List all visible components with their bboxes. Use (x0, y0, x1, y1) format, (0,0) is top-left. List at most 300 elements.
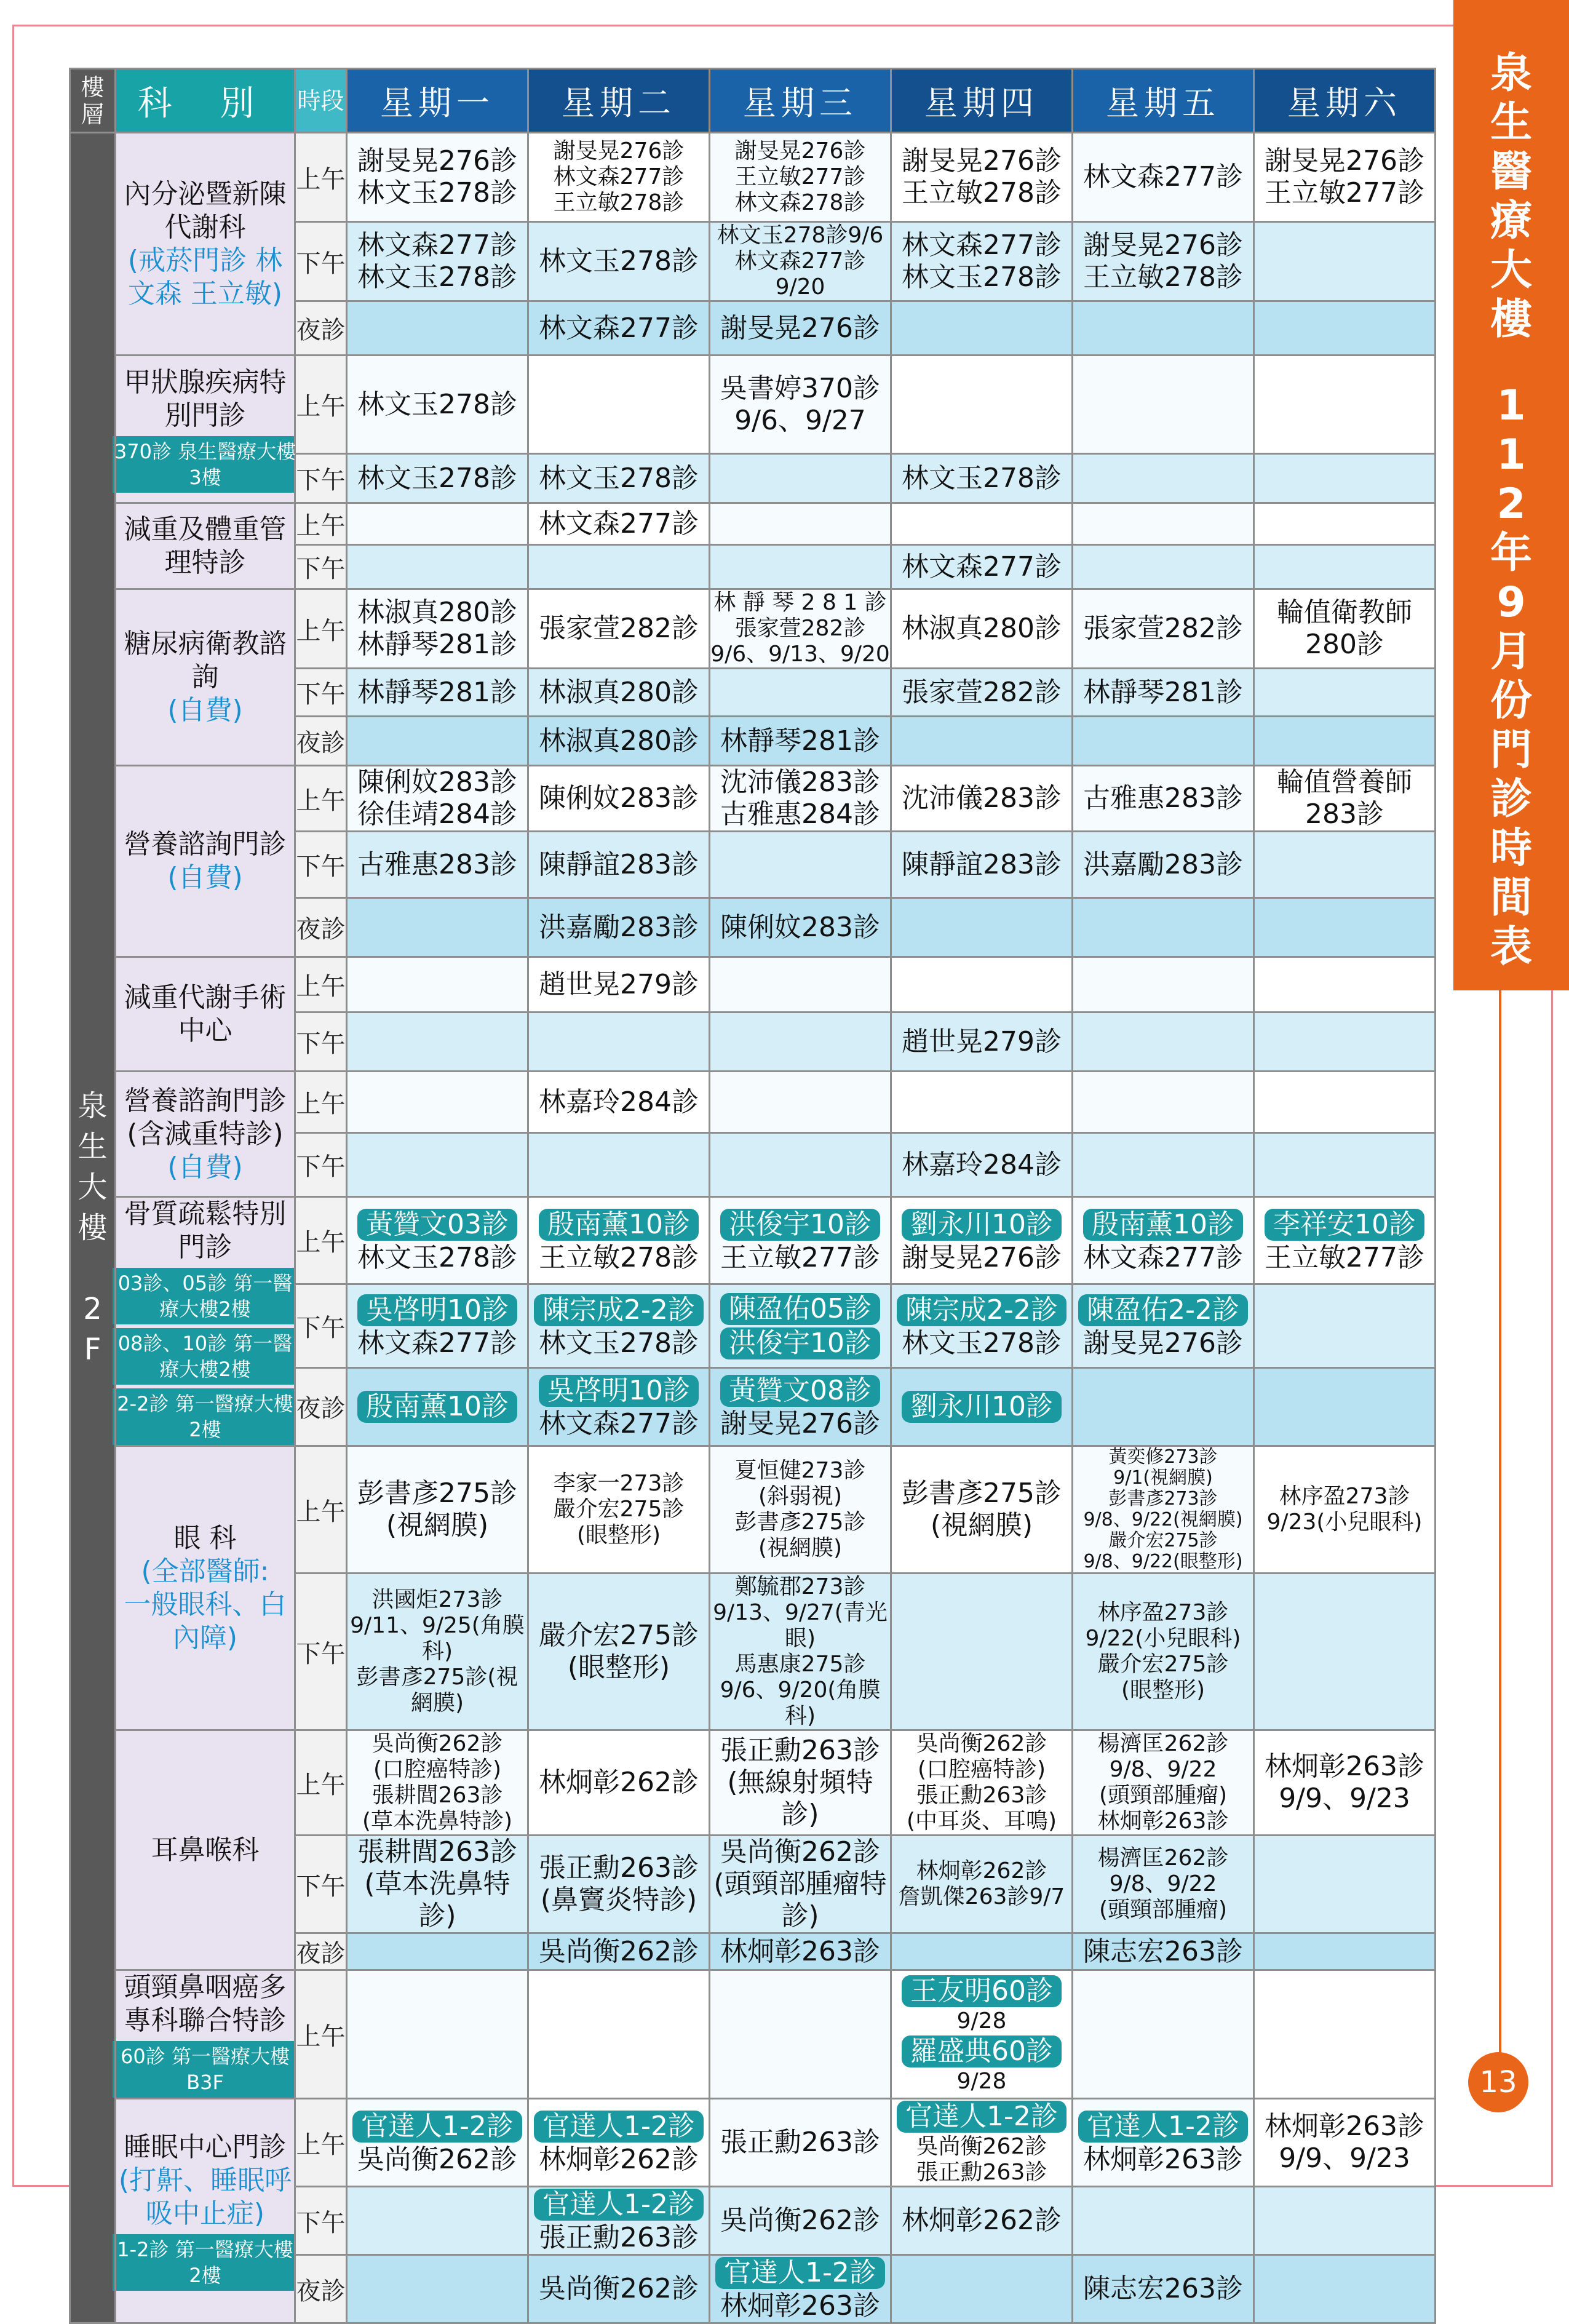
schedule-cell (710, 589, 891, 669)
schedule-cell (1254, 1446, 1436, 1574)
header-day-thu: 星期四 (891, 69, 1073, 133)
doctor-entry: 吳尚衡262診 (539, 2273, 699, 2304)
doctor-entry: 林文森277診 (1083, 161, 1243, 193)
schedule-cell (347, 957, 528, 1013)
department-cell (116, 1970, 295, 2099)
doctor-entry: 林文森277診 (1083, 1241, 1243, 1273)
schedule-cell (347, 454, 528, 503)
doctor-entry: (斜弱視) (758, 1484, 843, 1509)
doctor-entry: 謝旻晃276診 (1265, 145, 1424, 177)
doctor-entry (892, 1208, 1071, 1242)
schedule-cell (1073, 1836, 1254, 1933)
doctor-entry: 林文森277診 (539, 507, 699, 539)
time-slot: 夜診 (295, 898, 347, 957)
doctor-entry: 張家萱282診 (539, 613, 699, 644)
schedule-cell (1073, 503, 1254, 545)
schedule-cell (1073, 1367, 1254, 1446)
header-row (70, 69, 1436, 133)
doctor-entry: 張正勳263診 (916, 2160, 1047, 2185)
schedule-cell (347, 1836, 528, 1933)
highlight-badge: 吳啓明10診 (539, 1375, 699, 1407)
schedule-cell (891, 2099, 1073, 2187)
schedule-cell (710, 1197, 891, 1284)
schedule-cell (891, 1836, 1073, 1933)
schedule-row (70, 356, 1436, 454)
schedule-cell (1073, 545, 1254, 589)
department-name: 減重及體重管理特診 (124, 513, 287, 578)
schedule-cell (1073, 1730, 1254, 1836)
doctor-entry: 楊濟匡262診9/8、9/22 (1097, 1731, 1229, 1782)
schedule-cell (347, 832, 528, 898)
schedule-cell (710, 1730, 891, 1836)
doctor-entry: 王立敏278診 (539, 1241, 699, 1273)
doctor-entry: 林文玉278診 (357, 1241, 517, 1273)
doctor-entry: 謝旻晃276診 (553, 138, 685, 164)
schedule-cell (891, 1367, 1073, 1446)
doctor-entry: 陳志宏263診 (1083, 2273, 1243, 2304)
highlight-badge: 官達人1-2診 (715, 2257, 885, 2289)
doctor-entry: 吳尚衡262診 (371, 1731, 503, 1756)
doctor-entry: 吳尚衡262診 (720, 2205, 880, 2236)
schedule-cell (891, 1013, 1073, 1072)
schedule-cell (1254, 2187, 1436, 2255)
department-note: (自費) (167, 862, 243, 893)
doctor-entry: 古雅惠283診 (357, 848, 517, 880)
department-cell (116, 1730, 295, 1970)
doctor-entry: (頭頸部腫瘤) (1098, 1897, 1228, 1922)
doctor-entry: 洪國炬273診 (371, 1587, 503, 1612)
time-slot: 上午 (295, 133, 347, 222)
schedule-cell (710, 1072, 891, 1133)
doctor-entry: 9/1(視網膜) (1113, 1467, 1213, 1489)
doctor-entry: 林炯彰263診 (1265, 1751, 1424, 1782)
schedule-cell (710, 503, 891, 545)
schedule-cell (1073, 957, 1254, 1013)
doctor-entry (892, 2099, 1071, 2134)
schedule-cell (347, 133, 528, 222)
schedule-cell (528, 898, 710, 957)
schedule-cell (528, 1072, 710, 1133)
doctor-entry: 王立敏278診 (553, 190, 685, 215)
doctor-entry: 林文森277診 (553, 164, 685, 189)
schedule-cell (528, 589, 710, 669)
schedule-cell (528, 301, 710, 356)
doctor-entry: 9/22(小兒眼科) (1085, 1626, 1241, 1651)
doctor-entry: 張正勳263診 (916, 1783, 1047, 1808)
schedule-cell (528, 1367, 710, 1446)
department-note: (自費) (167, 1151, 243, 1183)
doctor-entry: 林淑真280診 (357, 597, 517, 628)
schedule-cell (710, 957, 891, 1013)
schedule-cell (1073, 356, 1254, 454)
schedule-cell (1254, 669, 1436, 717)
time-slot: 夜診 (295, 717, 347, 766)
schedule-cell (891, 2255, 1073, 2323)
schedule-table (69, 68, 1436, 2324)
doctor-entry: (視網膜) (758, 1535, 843, 1561)
schedule-cell (347, 301, 528, 356)
doctor-entry: (口腔癌特診) (373, 1757, 502, 1782)
doctor-entry (1073, 1293, 1253, 1327)
doctor-entry: 林文玉278診 (902, 1327, 1062, 1359)
schedule-cell (1254, 2255, 1436, 2323)
doctor-entry: 吳尚衡262診 (916, 2134, 1047, 2159)
time-slot: 下午 (295, 1836, 347, 1933)
doctor-entry: 羅盛典60診9/28 (892, 2034, 1071, 2095)
schedule-cell (1254, 1072, 1436, 1133)
schedule-cell (891, 545, 1073, 589)
schedule-cell (528, 222, 710, 301)
schedule-cell (1254, 1836, 1436, 1933)
doctor-entry (529, 2187, 709, 2222)
doctor-entry: 輪值營養師283診 (1277, 766, 1412, 830)
schedule-cell (1073, 1284, 1254, 1368)
schedule-cell (1254, 1367, 1436, 1446)
doctor-entry: 王立敏278診 (1083, 261, 1243, 293)
doctor-entry: 林炯彰262診 (539, 2144, 699, 2175)
department-cell (116, 133, 295, 356)
doctor-entry: 謝旻晃276診 (720, 1407, 880, 1439)
page-number: 13 (1468, 2052, 1528, 2112)
schedule-cell (1073, 2187, 1254, 2255)
schedule-cell (1073, 1133, 1254, 1197)
doctor-entry: 9/13、9/27(青光眼) (713, 1600, 888, 1651)
schedule-cell (710, 717, 891, 766)
schedule-cell (1254, 1730, 1436, 1836)
highlight-badge: 官達人1-2診 (897, 2101, 1067, 2133)
schedule-cell (710, 545, 891, 589)
highlight-badge: 李祥安10診 (1265, 1209, 1424, 1241)
doctor-entry: 陳靜誼283診 (902, 848, 1062, 880)
doctor-entry: 沈沛儀283診 (720, 766, 880, 798)
doctor-entry: 謝旻晃276診 (1083, 1327, 1243, 1359)
schedule-cell (1254, 356, 1436, 454)
schedule-cell (891, 454, 1073, 503)
schedule-cell (1254, 133, 1436, 222)
department-note: (打鼾、睡眠呼吸中止症) (118, 2165, 292, 2229)
highlight-badge: 官達人1-2診 (534, 2111, 704, 2143)
schedule-cell (1254, 717, 1436, 766)
schedule-cell (347, 766, 528, 832)
department-note: (自費) (167, 694, 243, 726)
schedule-cell (347, 503, 528, 545)
highlight-badge: 黃贊文08診 (720, 1375, 880, 1407)
department-cell (116, 957, 295, 1072)
doctor-entry: 吳尚衡262診 (357, 2144, 517, 2175)
time-slot: 下午 (295, 2187, 347, 2255)
doctor-entry: (眼整形) (1121, 1677, 1206, 1703)
schedule-cell (347, 2187, 528, 2255)
doctor-entry: 洪嘉勵283診 (539, 911, 699, 943)
schedule-cell (1254, 454, 1436, 503)
doctor-entry: 彭書彥273診 (1108, 1488, 1218, 1510)
schedule-cell (1073, 1197, 1254, 1284)
doctor-entry: 嚴介宏275診 (1108, 1530, 1218, 1551)
schedule-cell (710, 222, 891, 301)
schedule-cell (891, 832, 1073, 898)
header-time: 時段 (295, 69, 347, 133)
doctor-entry: 吳尚衡262診 (539, 1935, 699, 1967)
schedule-row (70, 957, 1436, 1013)
schedule-cell (710, 1933, 891, 1970)
doctor-entry: 張家萱282診 (902, 676, 1062, 708)
doctor-entry: (草本洗鼻特診) (364, 1868, 510, 1932)
schedule-cell (347, 1197, 528, 1284)
doctor-entry: (口腔癌特診) (917, 1757, 1046, 1782)
doctor-entry (892, 1293, 1071, 1327)
clinic-location: 03診、05診 第一醫療大樓2樓 (113, 1268, 298, 1324)
doctor-entry: 9/6、9/20(角膜科) (720, 1677, 881, 1729)
schedule-cell (891, 356, 1073, 454)
department-name: 減重代謝手術中心 (124, 981, 287, 1046)
header-day-mon: 星期一 (347, 69, 528, 133)
doctor-entry (710, 1326, 890, 1361)
doctor-entry: 林文森277診 (539, 312, 699, 344)
doctor-entry: 林 靜 琴 2 8 1 診 (713, 590, 887, 615)
time-slot: 夜診 (295, 1367, 347, 1446)
schedule-cell (1073, 717, 1254, 766)
doctor-entry: 林炯彰263診 (720, 2290, 880, 2322)
schedule-cell (528, 1284, 710, 1368)
doctor-entry: 林文玉278診 (902, 261, 1062, 293)
schedule-cell (710, 133, 891, 222)
highlight-badge: 黃贊文03診 (357, 1209, 517, 1241)
schedule-cell (1073, 669, 1254, 717)
schedule-cell (1254, 1970, 1436, 2099)
doctor-entry: 王立敏277診 (720, 1241, 880, 1273)
doctor-entry: 林序盈273診 (1279, 1484, 1410, 1509)
schedule-cell (710, 1367, 891, 1446)
doctor-entry: 彭書彥275診(視網膜) (356, 1665, 518, 1716)
schedule-cell (710, 669, 891, 717)
doctor-entry: 9/6、9/27 (734, 404, 866, 436)
department-name: 骨質疏鬆特別門診 (124, 1198, 287, 1263)
doctor-entry: 林炯彰262診 (539, 1767, 699, 1798)
schedule-cell (891, 898, 1073, 957)
schedule-cell (891, 766, 1073, 832)
schedule-cell (347, 2099, 528, 2187)
doctor-entry: 輪值衛教師280診 (1277, 597, 1412, 660)
doctor-entry: (眼整形) (576, 1522, 661, 1548)
doctor-entry: 林文森277診 (357, 229, 517, 261)
doctor-entry: 9/11、9/25(角膜科) (350, 1613, 525, 1664)
schedule-cell (710, 1574, 891, 1730)
schedule-cell (1073, 222, 1254, 301)
doctor-entry: (中耳炎、耳鳴) (906, 1809, 1057, 1834)
doctor-entry: 楊濟匡262診9/8、9/22 (1097, 1845, 1229, 1896)
schedule-cell (1254, 1197, 1436, 1284)
department-note: (全部醫師: 一般眼科、白內障) (124, 1555, 287, 1653)
schedule-cell (891, 133, 1073, 222)
header-day-tue: 星期二 (528, 69, 710, 133)
doctor-entry: 張正勳263診 (539, 1852, 699, 1884)
schedule-cell (528, 1197, 710, 1284)
department-name: 內分泌暨新陳代謝科 (124, 178, 287, 243)
doctor-entry: 張正勳263診 (539, 2222, 699, 2253)
time-slot: 下午 (295, 1013, 347, 1072)
highlight-badge: 陳盈佑2-2診 (1078, 1294, 1248, 1326)
doctor-entry: 林靜琴281診 (720, 725, 880, 757)
doctor-entry: (頭頸部腫瘤) (1098, 1783, 1228, 1808)
schedule-cell (710, 2099, 891, 2187)
schedule-cell (528, 1446, 710, 1574)
department-cell (116, 2099, 295, 2323)
time-slot: 夜診 (295, 2255, 347, 2323)
schedule-cell (891, 1133, 1073, 1197)
time-slot: 夜診 (295, 1933, 347, 1970)
schedule-row (70, 2099, 1436, 2187)
schedule-cell (1254, 222, 1436, 301)
doctor-entry: 李家一273診 (553, 1471, 685, 1496)
schedule-cell (891, 1072, 1073, 1133)
highlight-badge: 洪俊宇10診 (720, 1327, 880, 1359)
doctor-entry: 謝旻晃276診 (357, 145, 517, 177)
department-cell (116, 356, 295, 503)
time-slot: 上午 (295, 1072, 347, 1133)
schedule-cell (347, 1133, 528, 1197)
doctor-entry: 9/9、9/23 (1279, 1783, 1410, 1814)
schedule-cell (1073, 898, 1254, 957)
doctor-entry: 林文玉278診 (357, 388, 517, 420)
doctor-entry: 謝旻晃276診 (1083, 229, 1243, 261)
doctor-entry: 林靜琴281診 (1083, 676, 1243, 708)
doctor-entry: 張正勳263診 (720, 1735, 880, 1766)
schedule-cell (891, 589, 1073, 669)
schedule-cell (347, 1367, 528, 1446)
schedule-cell (528, 1836, 710, 1933)
doctor-entry: 嚴介宏275診 (539, 1620, 699, 1651)
doctor-entry: 林炯彰263診 (720, 1935, 880, 1967)
doctor-entry: 林文玉278診 (539, 462, 699, 494)
clinic-location: 08診、10診 第一醫療大樓2樓 (113, 1328, 298, 1385)
schedule-cell (1254, 957, 1436, 1013)
department-cell (116, 503, 295, 589)
doctor-entry (892, 1390, 1071, 1424)
schedule-cell (347, 1574, 528, 1730)
doctor-entry: 張正勳263診 (720, 2127, 880, 2158)
schedule-row (70, 589, 1436, 669)
doctor-entry: (鼻竇炎特診) (540, 1884, 697, 1916)
schedule-cell (710, 2255, 891, 2323)
schedule-cell (528, 1970, 710, 2099)
time-slot: 夜診 (295, 301, 347, 356)
schedule-cell (528, 2099, 710, 2187)
doctor-entry: 林文玉278診 (902, 462, 1062, 494)
time-slot: 上午 (295, 1970, 347, 2099)
time-slot: 下午 (295, 1284, 347, 1368)
doctor-entry: (無線射頻特診) (727, 1767, 873, 1830)
doctor-entry: 林淑真280診 (539, 676, 699, 708)
doctor-entry: 林文森277診 (902, 229, 1062, 261)
doctor-entry (529, 1293, 709, 1327)
clinic-location: 60診 第一醫療大樓B3F (113, 2041, 298, 2098)
doctor-entry: 林炯彰262診 (902, 2205, 1062, 2236)
doctor-entry: 林嘉玲284診 (539, 1086, 699, 1118)
highlight-badge: 吳啓明10診 (357, 1294, 517, 1326)
schedule-cell (1073, 301, 1254, 356)
department-note: (戒菸門診 林文森 王立敏) (127, 244, 283, 309)
time-slot: 上午 (295, 2099, 347, 2187)
doctor-entry: 王立敏277診 (1265, 177, 1424, 209)
time-slot: 上午 (295, 503, 347, 545)
schedule-cell (710, 1970, 891, 2099)
highlight-badge: 官達人1-2診 (1078, 2111, 1248, 2143)
schedule-cell (528, 2187, 710, 2255)
doctor-entry: 林文森277診 (902, 551, 1062, 583)
department-name: 頭頸鼻咽癌多專科聯合特診 (124, 1972, 287, 2036)
schedule-cell (347, 1933, 528, 1970)
schedule-cell (1254, 1284, 1436, 1368)
header-dept: 科 別 (116, 69, 295, 133)
schedule-cell (347, 222, 528, 301)
schedule-cell (347, 1730, 528, 1836)
highlight-badge: 官達人1-2診 (352, 2111, 522, 2143)
schedule-cell (1073, 589, 1254, 669)
schedule-cell (891, 1446, 1073, 1574)
schedule-cell (891, 301, 1073, 356)
department-cell (116, 589, 295, 766)
schedule-cell (528, 545, 710, 589)
highlight-badge: 殷南薰10診 (357, 1391, 517, 1423)
time-slot: 上午 (295, 589, 347, 669)
highlight-badge: 官達人1-2診 (534, 2189, 704, 2221)
doctor-entry: 古雅惠284診 (720, 798, 880, 830)
building-title: 泉生醫療大樓 (1490, 49, 1532, 344)
header-floor: 樓層 (70, 69, 116, 133)
schedule-cell (1073, 1013, 1254, 1072)
schedule-cell (1254, 1933, 1436, 1970)
schedule-cell (528, 503, 710, 545)
doctor-entry (710, 1374, 890, 1408)
doctor-entry: 張家萱282診 (1083, 613, 1243, 644)
schedule-cell (1254, 766, 1436, 832)
doctor-entry (1073, 2109, 1253, 2144)
department-cell (116, 1072, 295, 1197)
doctor-entry (529, 1208, 709, 1242)
schedule-cell (1073, 1933, 1254, 1970)
schedule-cell (1073, 133, 1254, 222)
schedule-cell (1073, 454, 1254, 503)
schedule-cell (710, 832, 891, 898)
schedule-cell (528, 2255, 710, 2323)
floor-label: 泉 生 大 樓 2 F (70, 133, 116, 2323)
schedule-row (70, 1072, 1436, 1133)
doctor-entry: 林炯彰263診 (1097, 1809, 1229, 1834)
doctor-entry: 9/9、9/23 (1279, 2143, 1410, 2174)
doctor-entry: 彭書彥275診 (357, 1478, 517, 1509)
doctor-entry (1255, 1208, 1434, 1242)
schedule-cell (528, 356, 710, 454)
doctor-entry: 林嘉玲284診 (902, 1148, 1062, 1180)
doctor-entry: 吳尚衡262診 (916, 1731, 1047, 1756)
doctor-entry (348, 1390, 527, 1424)
doctor-entry: 嚴介宏275診 (1097, 1652, 1229, 1677)
time-slot: 下午 (295, 669, 347, 717)
schedule-cell (528, 832, 710, 898)
schedule-cell (891, 1933, 1073, 1970)
doctor-entry: 林文森277診9/20 (734, 249, 866, 300)
schedule-cell (1254, 832, 1436, 898)
schedule-cell (710, 766, 891, 832)
doctor-entry: 9/23(小兒眼科) (1266, 1510, 1423, 1535)
doctor-entry: 趙世晃279診 (902, 1025, 1062, 1057)
schedule-cell (1073, 1574, 1254, 1730)
doctor-entry (529, 1374, 709, 1408)
doctor-entry: 林文玉278診 (357, 462, 517, 494)
schedule-cell (891, 1970, 1073, 2099)
schedule-cell (710, 1446, 891, 1574)
side-title-tab (1453, 0, 1569, 990)
